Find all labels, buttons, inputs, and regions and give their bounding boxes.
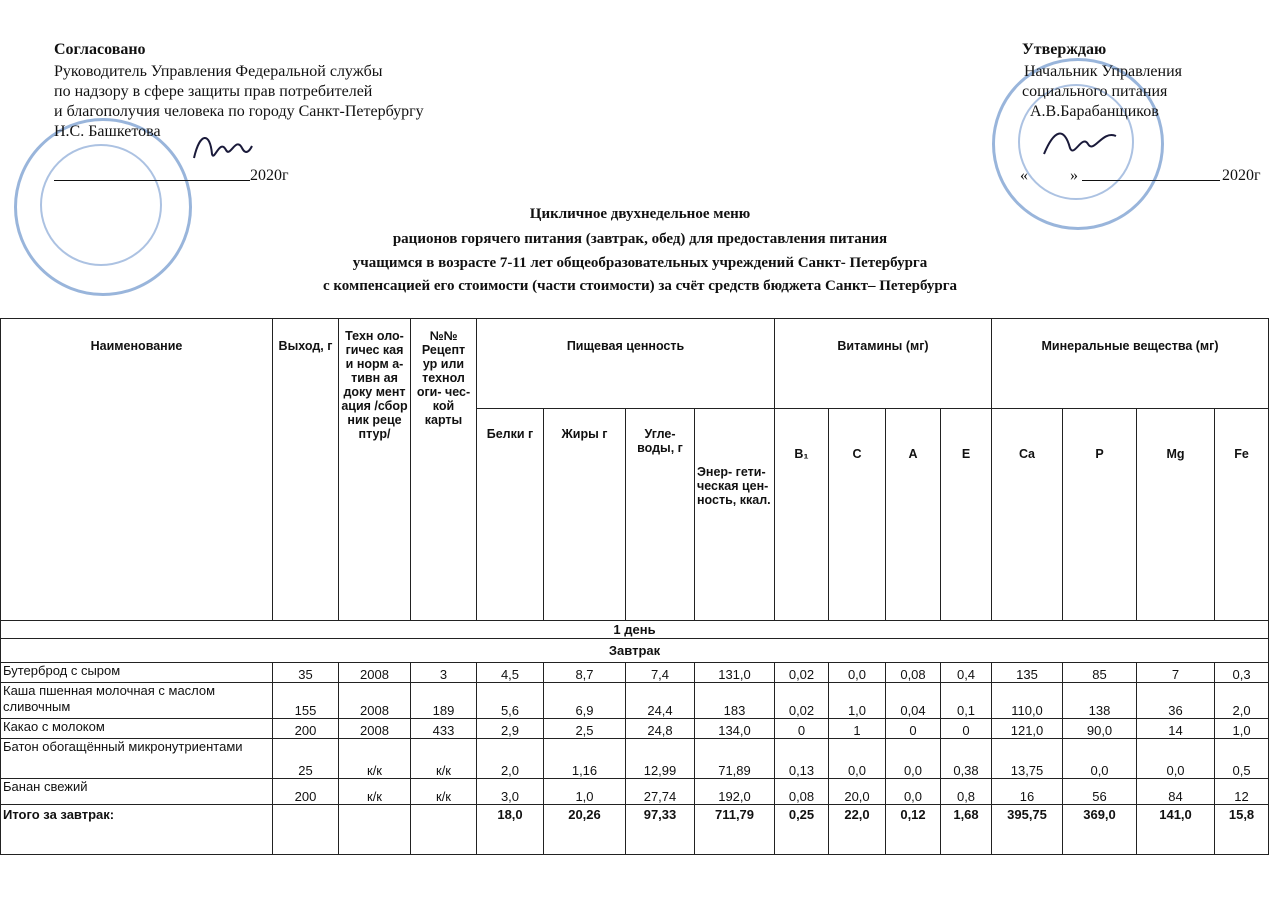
value-cell: 0,02 (775, 663, 829, 683)
approval-right-line-2: социального питания (1022, 83, 1168, 100)
signature-left (190, 128, 254, 168)
value-cell: 0,0 (1063, 739, 1137, 779)
value-cell: 433 (411, 719, 477, 739)
table-row (1, 663, 1269, 683)
total-value-cell: 20,26 (544, 805, 626, 855)
date-underline-right (1082, 180, 1220, 181)
approval-right-line-1: Начальник Управления (1024, 63, 1182, 80)
value-cell: 5,6 (477, 683, 544, 719)
value-cell: 192,0 (695, 779, 775, 805)
value-cell: к/к (339, 739, 411, 779)
value-cell: 0,0 (886, 779, 941, 805)
value-cell: 35 (273, 663, 339, 683)
menu-title-line-2: рационов горячего питания (завтрак, обед) для предоставления питания (392, 231, 888, 247)
value-cell: 0,5 (1215, 739, 1269, 779)
total-row (1, 805, 1269, 855)
value-cell: 6,9 (544, 683, 626, 719)
value-cell: 1,0 (829, 683, 886, 719)
value-cell: 200 (273, 779, 339, 805)
total-value-cell: 15,8 (1215, 805, 1269, 855)
value-cell: 189 (411, 683, 477, 719)
col-header-p: P (1063, 409, 1137, 621)
total-value-cell: 1,68 (941, 805, 992, 855)
value-cell: 12,99 (626, 739, 695, 779)
col-header-b1: B₁ (775, 409, 829, 621)
value-cell: 27,74 (626, 779, 695, 805)
value-cell: 1 (829, 719, 886, 739)
value-cell: 25 (273, 739, 339, 779)
col-header-tech-doc: Техн оло- гичес кая и норм а- тивн ая доку мент ация /сбор ник реце птур/ (339, 319, 411, 621)
total-value-cell: 369,0 (1063, 805, 1137, 855)
total-value-cell: 97,33 (626, 805, 695, 855)
approval-left-heading: Согласовано (54, 41, 146, 58)
value-cell: 2008 (339, 683, 411, 719)
value-cell: 135 (992, 663, 1063, 683)
value-cell: 0 (775, 719, 829, 739)
value-cell: 90,0 (1063, 719, 1137, 739)
value-cell: 183 (695, 683, 775, 719)
total-value-cell: 141,0 (1137, 805, 1215, 855)
value-cell: 8,7 (544, 663, 626, 683)
value-cell: 0,1 (941, 683, 992, 719)
approval-left-line-1: Руководитель Управления Федеральной службы (54, 63, 383, 80)
value-cell: 1,16 (544, 739, 626, 779)
value-cell: 71,89 (695, 739, 775, 779)
approval-left-line-3: и благополучия человека по городу Санкт-Петербургу (54, 103, 424, 120)
dish-name-cell: Какао с молоком (1, 719, 273, 739)
value-cell: 0 (886, 719, 941, 739)
approval-right-heading: Утверждаю (1022, 41, 1107, 58)
value-cell: 0,13 (775, 739, 829, 779)
signature-right (1040, 120, 1120, 164)
value-cell: 24,4 (626, 683, 695, 719)
total-value-cell (411, 805, 477, 855)
value-cell: 0,02 (775, 683, 829, 719)
col-header-ca: Ca (992, 409, 1063, 621)
value-cell: 85 (1063, 663, 1137, 683)
value-cell: 134,0 (695, 719, 775, 739)
value-cell: 1,0 (1215, 719, 1269, 739)
value-cell: к/к (411, 779, 477, 805)
value-cell: 0,04 (886, 683, 941, 719)
date-underline-left (54, 180, 250, 181)
dish-name-cell: Каша пшенная молочная с маслом сливочным (1, 683, 273, 719)
value-cell: 0 (941, 719, 992, 739)
value-cell: к/к (339, 779, 411, 805)
value-cell: 0,0 (886, 739, 941, 779)
approval-right-date-quote-close: » (1070, 167, 1078, 184)
value-cell: 16 (992, 779, 1063, 805)
total-value-cell: 711,79 (695, 805, 775, 855)
col-header-recipe-no: №№ Рецепт ур или технол оги- чес- кой карты (411, 319, 477, 621)
approval-right-date-quote-open: « (1020, 167, 1028, 184)
value-cell: 3,0 (477, 779, 544, 805)
col-header-carbs: Угле- воды, г (626, 409, 695, 621)
approval-left-date: 2020г (250, 167, 289, 184)
approval-left-line-4: Н.С. Башкетова (54, 123, 161, 140)
total-value-cell (273, 805, 339, 855)
menu-table (0, 318, 1269, 855)
value-cell: 0,38 (941, 739, 992, 779)
value-cell: 13,75 (992, 739, 1063, 779)
value-cell: 0,0 (1137, 739, 1215, 779)
value-cell: 2008 (339, 719, 411, 739)
value-cell: 0,0 (829, 739, 886, 779)
value-cell: 20,0 (829, 779, 886, 805)
value-cell: 0,08 (886, 663, 941, 683)
col-header-energy: Энер- гети- ческая цен- ность, ккал. (695, 409, 775, 621)
col-header-proteins: Белки г (477, 409, 544, 621)
value-cell: 0,3 (1215, 663, 1269, 683)
col-header-fe: Fe (1215, 409, 1269, 621)
value-cell: 110,0 (992, 683, 1063, 719)
total-value-cell: 22,0 (829, 805, 886, 855)
col-header-output: Выход, г (273, 319, 339, 621)
value-cell: 7 (1137, 663, 1215, 683)
value-cell: 2,5 (544, 719, 626, 739)
menu-title-line-3: учащимся в возрасте 7-11 лет общеобразовательных учреждений Санкт- Петербурга (352, 255, 928, 271)
table-row (1, 719, 1269, 739)
col-header-c: C (829, 409, 886, 621)
col-header-a: A (886, 409, 941, 621)
table-row (1, 739, 1269, 779)
value-cell: 1,0 (544, 779, 626, 805)
value-cell: 7,4 (626, 663, 695, 683)
value-cell: 0,08 (775, 779, 829, 805)
value-cell: 2,0 (477, 739, 544, 779)
col-header-vitamins: Витамины (мг) (775, 319, 992, 409)
total-value-cell: 395,75 (992, 805, 1063, 855)
value-cell: 138 (1063, 683, 1137, 719)
value-cell: 200 (273, 719, 339, 739)
value-cell: 84 (1137, 779, 1215, 805)
approval-right-date: 2020г (1222, 167, 1261, 184)
value-cell: 24,8 (626, 719, 695, 739)
value-cell: 36 (1137, 683, 1215, 719)
value-cell: 2008 (339, 663, 411, 683)
value-cell: 12 (1215, 779, 1269, 805)
dish-name-cell: Бутерброд с сыром (1, 663, 273, 683)
value-cell: 2,0 (1215, 683, 1269, 719)
col-header-nutrition: Пищевая ценность (477, 319, 775, 409)
value-cell: 131,0 (695, 663, 775, 683)
table-row (1, 683, 1269, 719)
total-value-cell: 18,0 (477, 805, 544, 855)
approval-left-line-2: по надзору в сфере защиты прав потребителей (54, 83, 373, 100)
menu-title-line-4: с компенсацией его стоимости (части стоимости) за счёт средств бюджета Санкт– Петербурга (322, 278, 958, 294)
total-value-cell: 0,25 (775, 805, 829, 855)
total-label-cell: Итого за завтрак: (1, 805, 273, 855)
col-header-name: Наименование (1, 319, 273, 621)
value-cell: 155 (273, 683, 339, 719)
value-cell: 56 (1063, 779, 1137, 805)
value-cell: 121,0 (992, 719, 1063, 739)
total-value-cell: 0,12 (886, 805, 941, 855)
value-cell: 3 (411, 663, 477, 683)
value-cell: к/к (411, 739, 477, 779)
value-cell: 2,9 (477, 719, 544, 739)
day-label-row: 1 день (1, 621, 1269, 639)
value-cell: 0,0 (829, 663, 886, 683)
dish-name-cell: Банан свежий (1, 779, 273, 805)
dish-name-cell: Батон обогащённый микронутриентами (1, 739, 273, 779)
col-header-mg: Mg (1137, 409, 1215, 621)
value-cell: 4,5 (477, 663, 544, 683)
col-header-fats: Жиры г (544, 409, 626, 621)
table-row (1, 779, 1269, 805)
meal-label-row: Завтрак (1, 639, 1269, 663)
menu-title-line-1: Цикличное двухнедельное меню (529, 206, 751, 222)
col-header-e: E (941, 409, 992, 621)
value-cell: 14 (1137, 719, 1215, 739)
value-cell: 0,8 (941, 779, 992, 805)
total-value-cell (339, 805, 411, 855)
col-header-minerals: Минеральные вещества (мг) (992, 319, 1269, 409)
value-cell: 0,4 (941, 663, 992, 683)
approval-right-line-3: А.В.Барабанщиков (1030, 103, 1159, 120)
